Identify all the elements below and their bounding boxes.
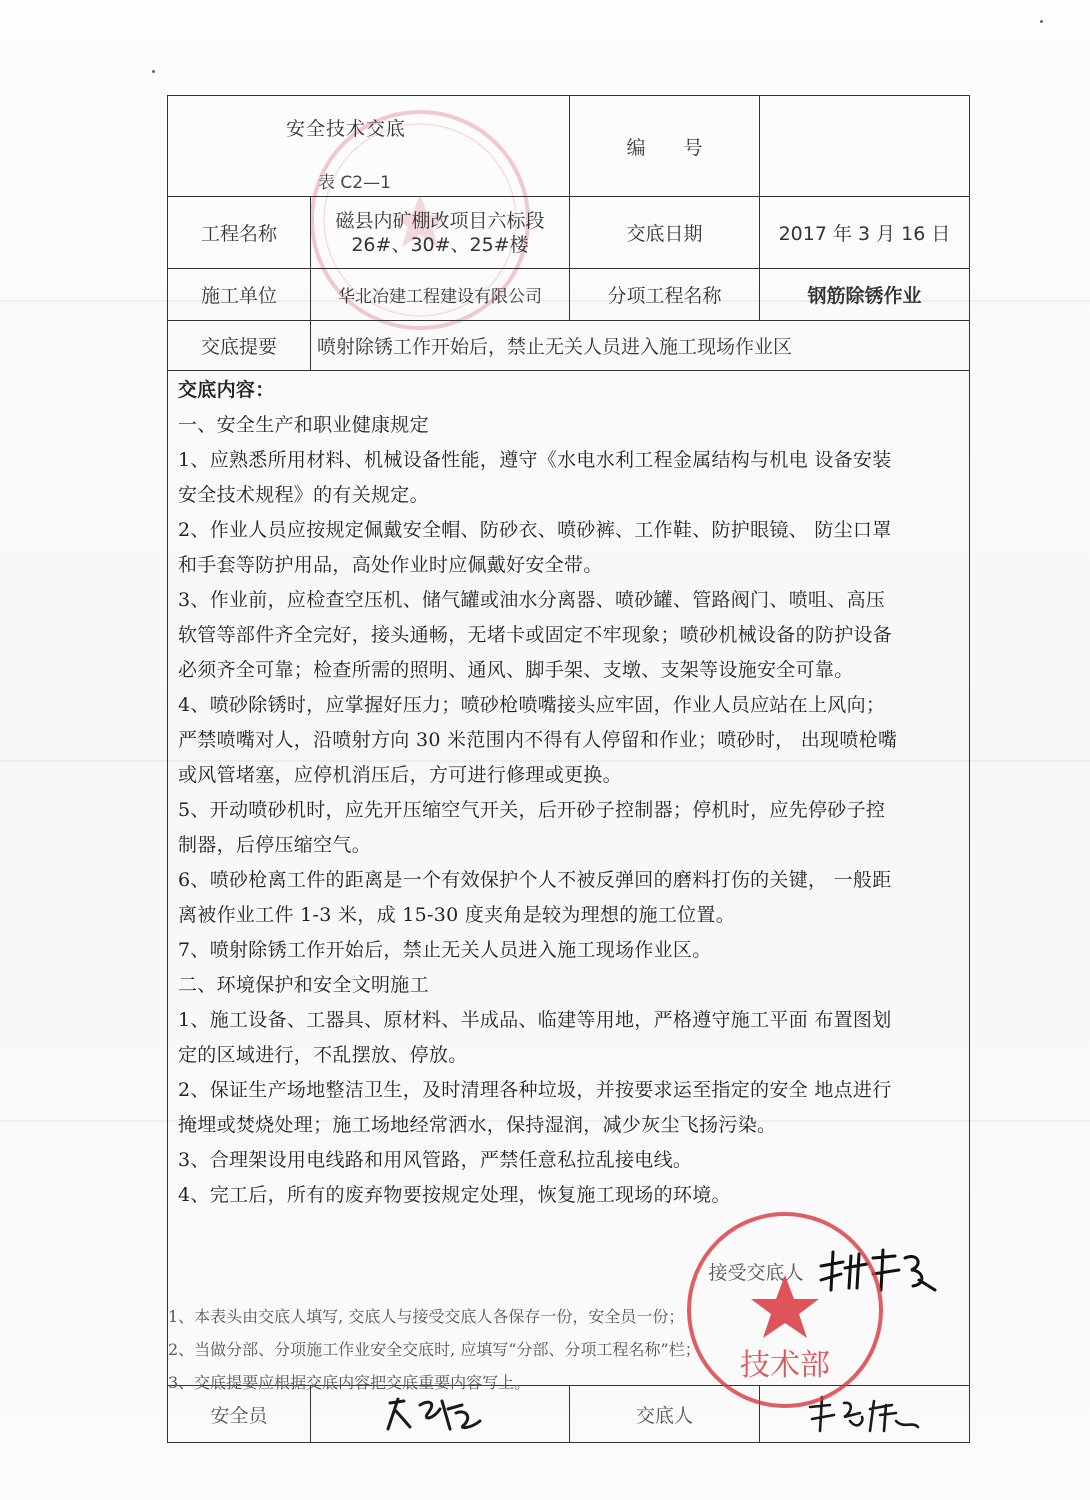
content-line: 6、喷砂枪离工件的距离是一个有效保护个人不被反弹回的磨料打伤的关键， 一般距: [178, 869, 892, 891]
seal-text: 技术部: [740, 1348, 830, 1383]
unit-value: 华北冶建工程建设有限公司: [311, 269, 570, 321]
project-name-label: 工程名称: [168, 197, 311, 269]
project-name-value: [311, 197, 570, 269]
content-heading: 交底内容：: [178, 379, 275, 401]
content-line: 4、喷砂除锈时，应掌握好压力；喷砂枪喷嘴接头应牢固，作业人员应站在上风向；: [178, 694, 886, 716]
footnote: 1、本表头由交底人填写, 交底人与接受交底人各保存一份，安全员一份；: [168, 1307, 685, 1326]
content-line: 离被作业工件 1-3 米，成 15-30 度夹角是较为理想的施工位置。: [178, 904, 736, 926]
subproject-value: 钢筋除锈作业: [760, 269, 970, 321]
speck: [152, 70, 155, 73]
safety-officer-label: 安全员: [168, 1386, 311, 1443]
date-value: 2017 年 3 月 16 日: [760, 197, 970, 269]
content-line: 3、作业前，应检查空压机、储气罐或油水分离器、喷砂罐、管路阀门、喷咀、高压: [178, 589, 886, 611]
receiver-label: 接受交底人: [708, 1261, 804, 1284]
footnote: 3、交底提要应根据交底内容把交底重要内容写上。: [168, 1373, 531, 1392]
content-line: 定的区域进行，不乱摆放、停放。: [178, 1044, 468, 1066]
unit-label: 施工单位: [168, 269, 311, 321]
date-label: 交底日期: [570, 197, 760, 269]
number-label: 编 号: [570, 96, 760, 197]
summary-label: 交底提要: [168, 321, 311, 371]
content-line: 2、作业人员应按规定佩戴安全帽、防砂衣、喷砂裤、工作鞋、防护眼镜、 防尘口罩: [178, 519, 892, 541]
content-line: 1、应熟悉所用材料、机械设备性能，遵守《水电水利工程金属结构与机电 设备安装: [178, 449, 892, 471]
content-line: 5、开动喷砂机时，应先开压缩空气开关，后开砂子控制器；停机时，应先停砂子控: [178, 799, 886, 821]
content-line: 3、合理架设用电线路和用风管路，严禁任意私拉乱接电线。: [178, 1149, 693, 1171]
speck: [1040, 20, 1043, 23]
content-line: 软管等部件齐全完好，接头通畅，无堵卡或固定不牢现象；喷砂机械设备的防护设备: [178, 624, 893, 646]
content-line: 4、完工后，所有的废弃物要按规定处理，恢复施工现场的环境。: [178, 1184, 731, 1206]
content-line: 7、喷射除锈工作开始后，禁止无关人员进入施工现场作业区。: [178, 939, 712, 961]
subproject-label: 分项工程名称: [570, 269, 760, 321]
form-title: 安全技术交底: [286, 118, 407, 140]
footnote: 2、当做分部、分项施工作业安全交底时, 应填写“分部、分项工程名称”栏；: [168, 1340, 701, 1359]
content-line: 一、安全生产和职业健康规定: [178, 414, 429, 436]
content-line: 或风管堵塞，应停机消压后，方可进行修理或更换。: [178, 764, 622, 786]
form-code: 表 C2—1: [318, 173, 391, 193]
project-name-line1: 磁县内矿棚改项目六标段: [335, 209, 545, 232]
content-line: 必须齐全可靠；检查所需的照明、通风、脚手架、支墩、支架等设施安全可靠。: [178, 659, 854, 681]
project-name-line2: 26#、30#、25#楼: [351, 233, 529, 256]
content-line: 二、环境保护和安全文明施工: [178, 974, 429, 996]
content-lines: [178, 408, 959, 1213]
content-line: 2、保证生产场地整洁卫生，及时清理各种垃圾，并按要求运至指定的安全 地点进行: [178, 1079, 892, 1101]
content-line: 和手套等防护用品，高处作业时应佩戴好安全带。: [178, 554, 603, 576]
content-line: 掩埋或焚烧处理；施工场地经常洒水，保持湿润，减少灰尘飞扬污染。: [178, 1114, 777, 1136]
content-line: 安全技术规程》的有关规定。: [178, 484, 429, 506]
number-value: [760, 96, 970, 197]
content-line: 制器，后停压缩空气。: [178, 834, 372, 856]
content-line: 1、施工设备、工器具、原材料、半成品、临建等用地，严格遵守施工平面 布置图划: [178, 1009, 892, 1031]
content-line: 严禁喷嘴对人，沿喷射方向 30 米范围内不得有人停留和作业；喷砂时， 出现喷枪嘴: [178, 729, 898, 751]
form-title-cell: [168, 96, 570, 197]
briefer-label: 交底人: [570, 1386, 760, 1443]
summary-value: 喷射除锈工作开始后，禁止无关人员进入施工现场作业区: [311, 321, 970, 371]
company-seal: [680, 1205, 890, 1415]
